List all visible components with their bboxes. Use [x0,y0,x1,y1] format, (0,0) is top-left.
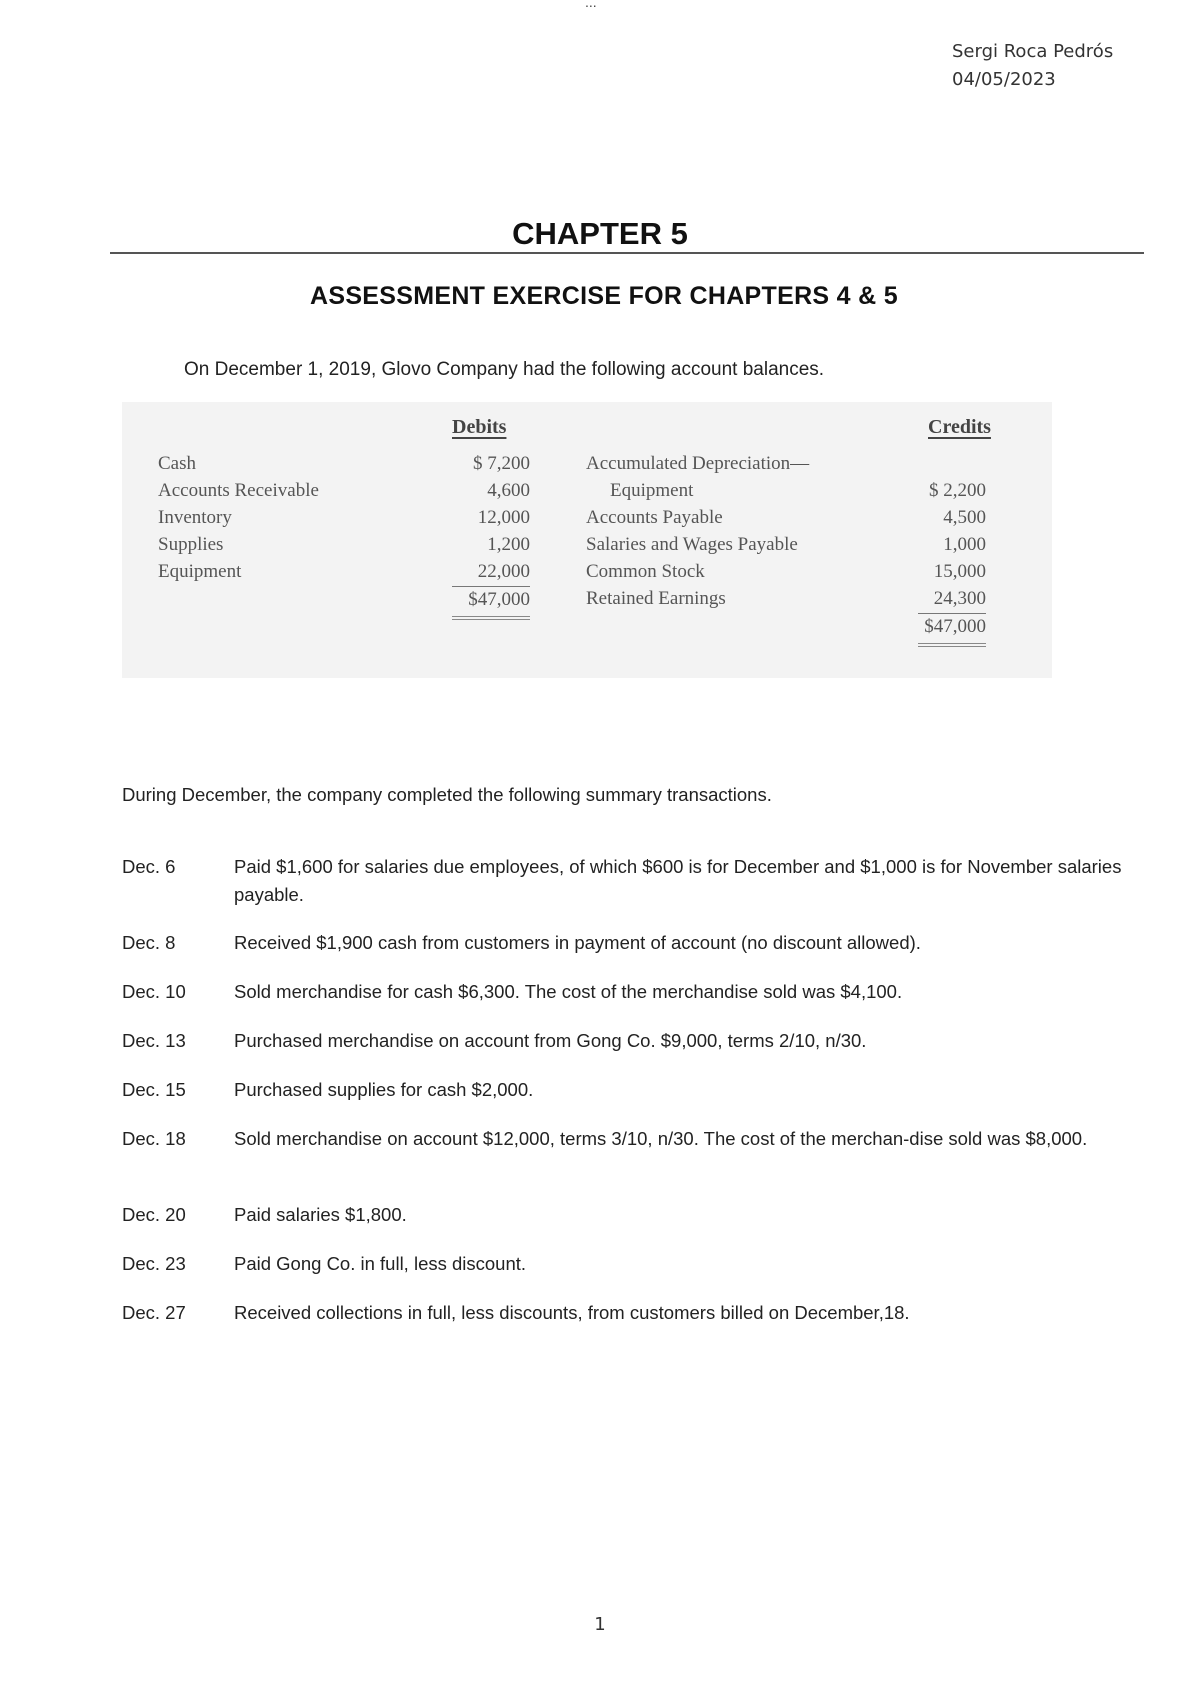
debit-amount: 12,000 [477,507,530,528]
transaction-date: Dec. 27 [122,1302,186,1323]
debit-total-rule [452,616,530,620]
debit-amount: 1,200 [487,534,530,555]
transaction-text: Purchased supplies for cash $2,000. [234,1079,534,1100]
transaction-date: Dec. 20 [122,1204,186,1225]
debit-amount: 22,000 [477,561,530,582]
account-balances-table [122,402,1052,678]
transaction-text: Purchased merchandise on account from Gong Co. $9,000, terms 2/10, n/30. [234,1030,867,1051]
credit-account: Salaries and Wages Payable [586,534,798,555]
transaction-text: Paid salaries $1,800. [234,1204,407,1225]
credit-total: $47,000 [924,616,986,637]
credit-account: Accumulated Depreciation— [586,453,810,474]
debit-amount: 4,600 [487,480,530,501]
transaction-date: Dec. 8 [122,932,176,953]
credit-amount: 4,500 [943,507,986,528]
intro-text: On December 1, 2019, Glovo Company had the following account balances. [184,359,825,380]
credit-account: Retained Earnings [586,588,726,609]
transaction-text: Sold merchandise on account $12,000, terms 3/10, n/30. The cost of the merchan-dise sold was $8,000. [234,1128,1088,1149]
transaction-date: Dec. 13 [122,1030,186,1051]
credit-account: Common Stock [586,561,705,582]
debit-account: Inventory [158,507,232,528]
credit-amount: 1,000 [943,534,986,555]
credit-total-rule [918,643,986,647]
assessment-title: ASSESSMENT EXERCISE FOR CHAPTERS 4 & 5 [310,282,898,310]
author-date: 04/05/2023 [952,69,1056,90]
debit-account: Accounts Receivable [158,480,319,501]
debit-account: Equipment [158,561,242,582]
transaction-text: Sold merchandise for cash $6,300. The cost of the merchandise sold was $4,100. [234,981,903,1002]
author-name: Sergi Roca Pedrós [952,41,1114,62]
credit-account: Equipment [610,480,694,501]
transaction-text: Received collections in full, less discounts, from customers billed on December,18. [234,1302,910,1323]
credits-header: Credits [928,416,991,438]
debit-amount: $ 7,200 [473,453,530,474]
transaction-date: Dec. 15 [122,1079,186,1100]
credit-amount: 24,300 [933,588,986,609]
transaction-date: Dec. 18 [122,1128,186,1149]
during-text: During December, the company completed the following summary transactions. [122,784,772,805]
debit-account: Supplies [158,534,224,555]
chapter-title: CHAPTER 5 [512,216,688,251]
page-number: 1 [594,1614,606,1635]
credit-amount: 15,000 [933,561,986,582]
debit-account: Cash [158,453,196,474]
transaction-text: Received $1,900 cash from customers in payment of account (no discount allowed). [234,932,921,953]
transaction-date: Dec. 23 [122,1253,186,1274]
author-block [952,38,1113,94]
credit-account: Accounts Payable [586,507,723,528]
debit-total: $47,000 [468,589,530,610]
transaction-date: Dec. 10 [122,981,186,1002]
title-rule [110,252,1144,254]
credit-amount: $ 2,200 [929,480,986,501]
top-mark: ... [585,0,597,10]
transaction-text: Paid Gong Co. in full, less discount. [234,1253,527,1274]
debits-header: Debits [452,416,507,438]
transaction-text: Paid $1,600 for salaries due employees, of which $600 is for December and $1,000 is for November salaries payable. [234,856,1122,905]
transaction-date: Dec. 6 [122,856,176,877]
